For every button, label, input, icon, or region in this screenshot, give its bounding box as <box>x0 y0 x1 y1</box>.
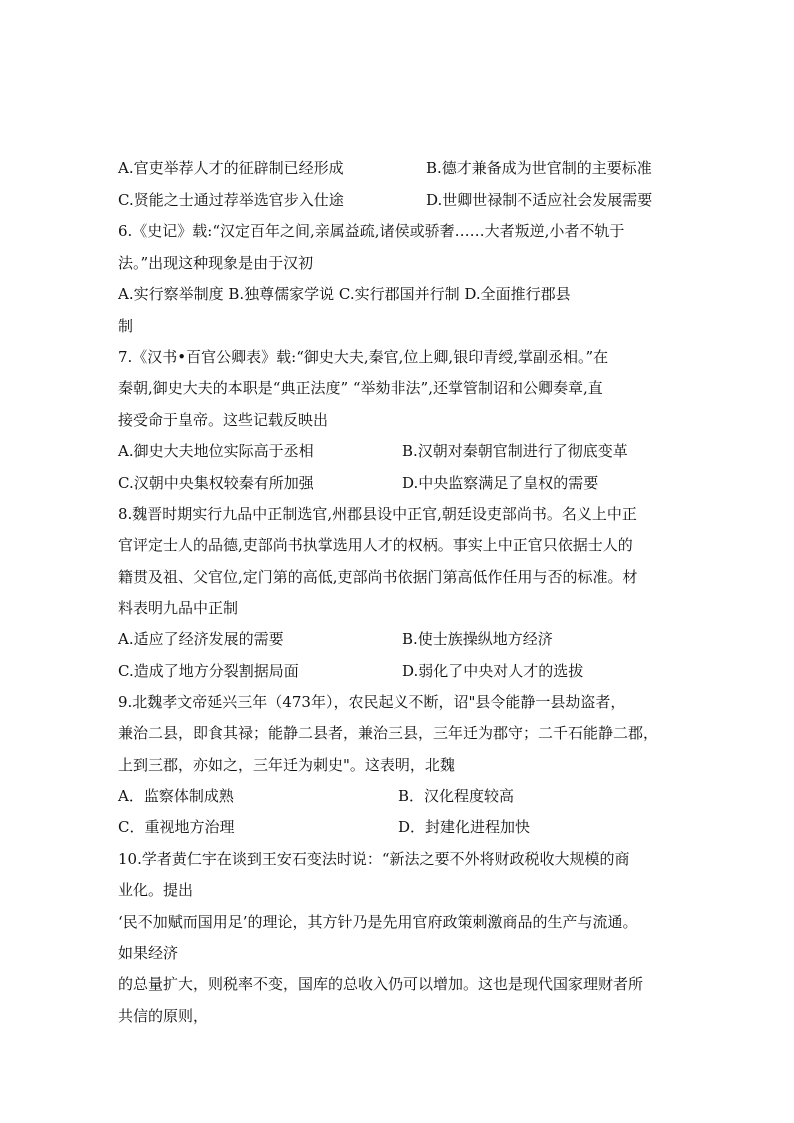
q7-stem-line-3: 接受命于皇帝。这些记载反映出 <box>118 411 329 429</box>
q7-option-c: C.汉朝中央集权较秦有所加强 <box>118 474 314 492</box>
q7-stem-line-1: 7.《汉书•百官公卿表》载:“御史大夫,秦官,位上卿,银印青绶,掌副丞相。”在 <box>118 348 609 366</box>
q9-option-d: D．封建化进程加快 <box>398 818 531 836</box>
q9-option-a: A．监察体制成熟 <box>118 787 234 805</box>
q10-stem-line-5: 的总量扩大，则税率不变，国库的总收入仍可以增加。这也是现代国家理财者所 <box>118 975 644 993</box>
q8-stem-line-1: 8.魏晋时期实行九品中正制选官,州郡县设中正官,朝廷设吏部尚书。名义上中正 <box>118 505 637 523</box>
q10-stem-line-2: 业化。提出 <box>118 881 194 899</box>
q6-options-continued: 制 <box>118 317 134 335</box>
q8-option-a: A.适应了经济发展的需要 <box>118 630 284 648</box>
q7-stem-line-2: 秦朝,御史大夫的本职是“典正法度” “举劾非法”,还掌管制诏和公卿奏章,直 <box>118 379 603 397</box>
q9-option-c: C．重视地方治理 <box>118 818 235 836</box>
q5-option-a: A.官吏举荐人才的征辟制已经形成 <box>118 159 344 177</box>
q5-option-b: B.德才兼备成为世官制的主要标准 <box>426 159 652 177</box>
q5-option-d: D.世卿世禄制不适应社会发展需要 <box>426 191 653 209</box>
q6-stem-line-2: 法。”出现这种现象是由于汉初 <box>118 254 314 272</box>
q8-stem-line-3: 籍贯及祖、父官位,定门第的高低,吏部尚书依据门第高低作任用与否的标准。材 <box>118 568 638 586</box>
q8-option-b: B.使士族操纵地方经济 <box>402 630 553 648</box>
q9-stem-line-1: 9.北魏孝文帝延兴三年（473年），农民起义不断，诏"县令能静一县劫盗者， <box>118 693 626 711</box>
q9-option-b: B．汉化程度较高 <box>398 787 515 805</box>
q7-option-b: B.汉朝对秦朝官制进行了彻底变革 <box>402 442 628 460</box>
q10-stem-line-3: ‘民不加赋而国用足’的理论，其方针乃是先用官府政策刺激商品的生产与流通。 <box>118 913 638 931</box>
q8-stem-line-2: 官评定士人的品德,吏部尚书执掌选用人才的权柄。事实上中正官只依据士人的 <box>118 536 633 554</box>
q7-option-d: D.中央监察满足了皇权的需要 <box>402 474 599 492</box>
q8-stem-line-4: 料表明九品中正制 <box>118 599 239 617</box>
q8-option-c: C.造成了地方分裂割据局面 <box>118 662 299 680</box>
q7-option-a: A.御史大夫地位实际高于丞相 <box>118 442 314 460</box>
q8-option-d: D.弱化了中央对人才的选拔 <box>402 662 584 680</box>
q10-stem-line-6: 共信的原则， <box>118 1007 209 1025</box>
q9-stem-line-3: 上到三郡，亦如之，三年迁为刺史"。这表明，北魏 <box>118 756 455 774</box>
q6-options: A.实行察举制度 B.独尊儒家学说 C.实行郡国并行制 D.全面推行郡县 <box>118 285 571 303</box>
q9-stem-line-2: 兼治二县，即食其禄；能静二县者，兼治三县，三年迁为郡守；二千石能静二郡， <box>118 724 659 742</box>
q6-stem-line-1: 6.《史记》载:“汉定百年之间,亲属益疏,诸侯或骄奢……大者叛逆,小者不轨于 <box>118 222 625 240</box>
q10-stem-line-4: 如果经济 <box>118 944 179 962</box>
q10-stem-line-1: 10.学者黄仁宇在谈到王安石变法时说：“新法之要不外将财政税收大规模的商 <box>118 850 630 868</box>
q5-option-c: C.贤能之士通过荐举选官步入仕途 <box>118 191 344 209</box>
